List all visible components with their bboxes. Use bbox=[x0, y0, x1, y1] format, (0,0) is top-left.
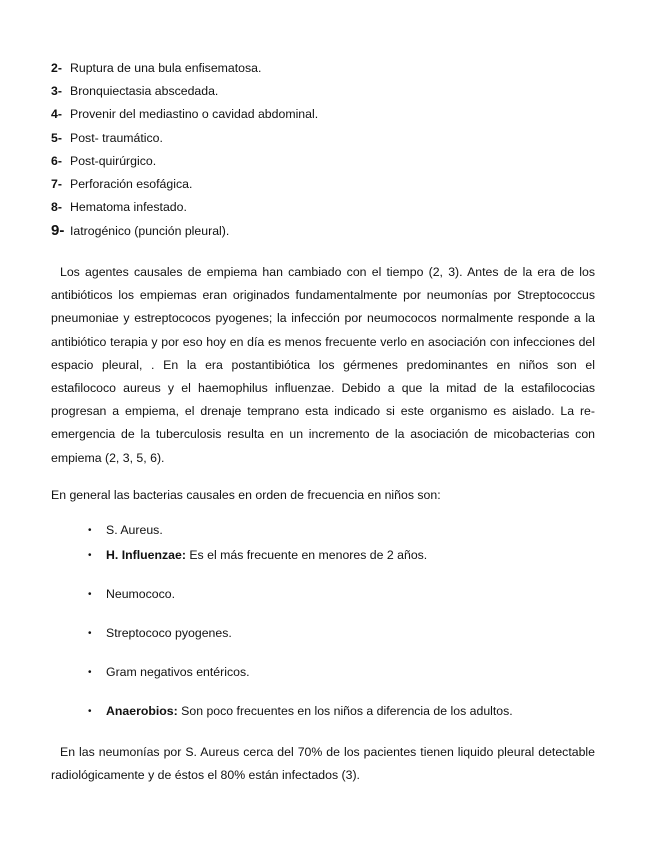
bullet-icon: • bbox=[88, 525, 92, 536]
list-item: 7- Perforación esofágica. bbox=[51, 176, 193, 191]
numbered-list bbox=[51, 60, 611, 246]
list-item: 3- Bronquiectasia abscedada. bbox=[51, 84, 219, 99]
list-item: • Anaerobios: Son poco frecuentes en los niños a diferencia de los adultos. bbox=[88, 704, 513, 718]
list-item: • Streptococo pyogenes. bbox=[88, 626, 232, 640]
bullet-icon: • bbox=[88, 706, 92, 717]
paragraph-s-aureus: En las neumonías por S. Aureus cerca del 70% de los pacientes tienen liquido pleural detectable radiológicamente y de éstos el 80% están infectados (3). bbox=[51, 745, 595, 783]
list-item: • S. Aureus. bbox=[88, 523, 163, 537]
paragraph-causal-agents: Los agentes causales de empiema han cambiado con el tiempo (2, 3). Antes de la era de los antibióticos los empiemas eran originados fundamentalmente por neumonías por Streptococcus pneumoniae y estreptococos pyogenes; la infección por neumococos normalmente responde a la antibiótico terapia y por eso hoy en día es menos frecuente verlo en asociación con infecciones del espacio pleural, . En la era postantibiótica los gérmenes predominantes en niños son el estafilococo aureus y el haemophilus influenzae. Debido a que la mitad de la estafilococias progresan a empiema, el drenaje temprano esta indicado si este organismo es aislado. La re-emergencia de la tuberculosis resulta en un incremento de la asociación de micobacterias con empiema (2, 3, 5, 6). bbox=[51, 265, 595, 465]
bullet-icon: • bbox=[88, 550, 92, 561]
list-item: 8- Hematoma infestado. bbox=[51, 200, 187, 215]
list-item: 5- Post- traumático. bbox=[51, 130, 163, 145]
list-item: 4- Provenir del mediastino o cavidad abdominal. bbox=[51, 107, 319, 122]
paragraph-bacteria-intro: En general las bacterias causales en orden de frecuencia en niños son: bbox=[51, 488, 441, 502]
bullet-icon: • bbox=[88, 667, 92, 678]
list-item: 2- Ruptura de una bula enfisematosa. bbox=[51, 61, 262, 75]
list-item: • Neumococo. bbox=[88, 587, 176, 601]
bullet-icon: • bbox=[88, 628, 92, 639]
bullet-icon: • bbox=[88, 589, 92, 600]
list-item: 6- Post-quirúrgico. bbox=[51, 153, 157, 168]
list-item: 9- Iatrogénico (punción pleural). bbox=[51, 222, 230, 240]
list-item: • Gram negativos entéricos. bbox=[88, 665, 250, 679]
list-item: • H. Influenzae: Es el más frecuente en menores de 2 años. bbox=[88, 548, 428, 562]
